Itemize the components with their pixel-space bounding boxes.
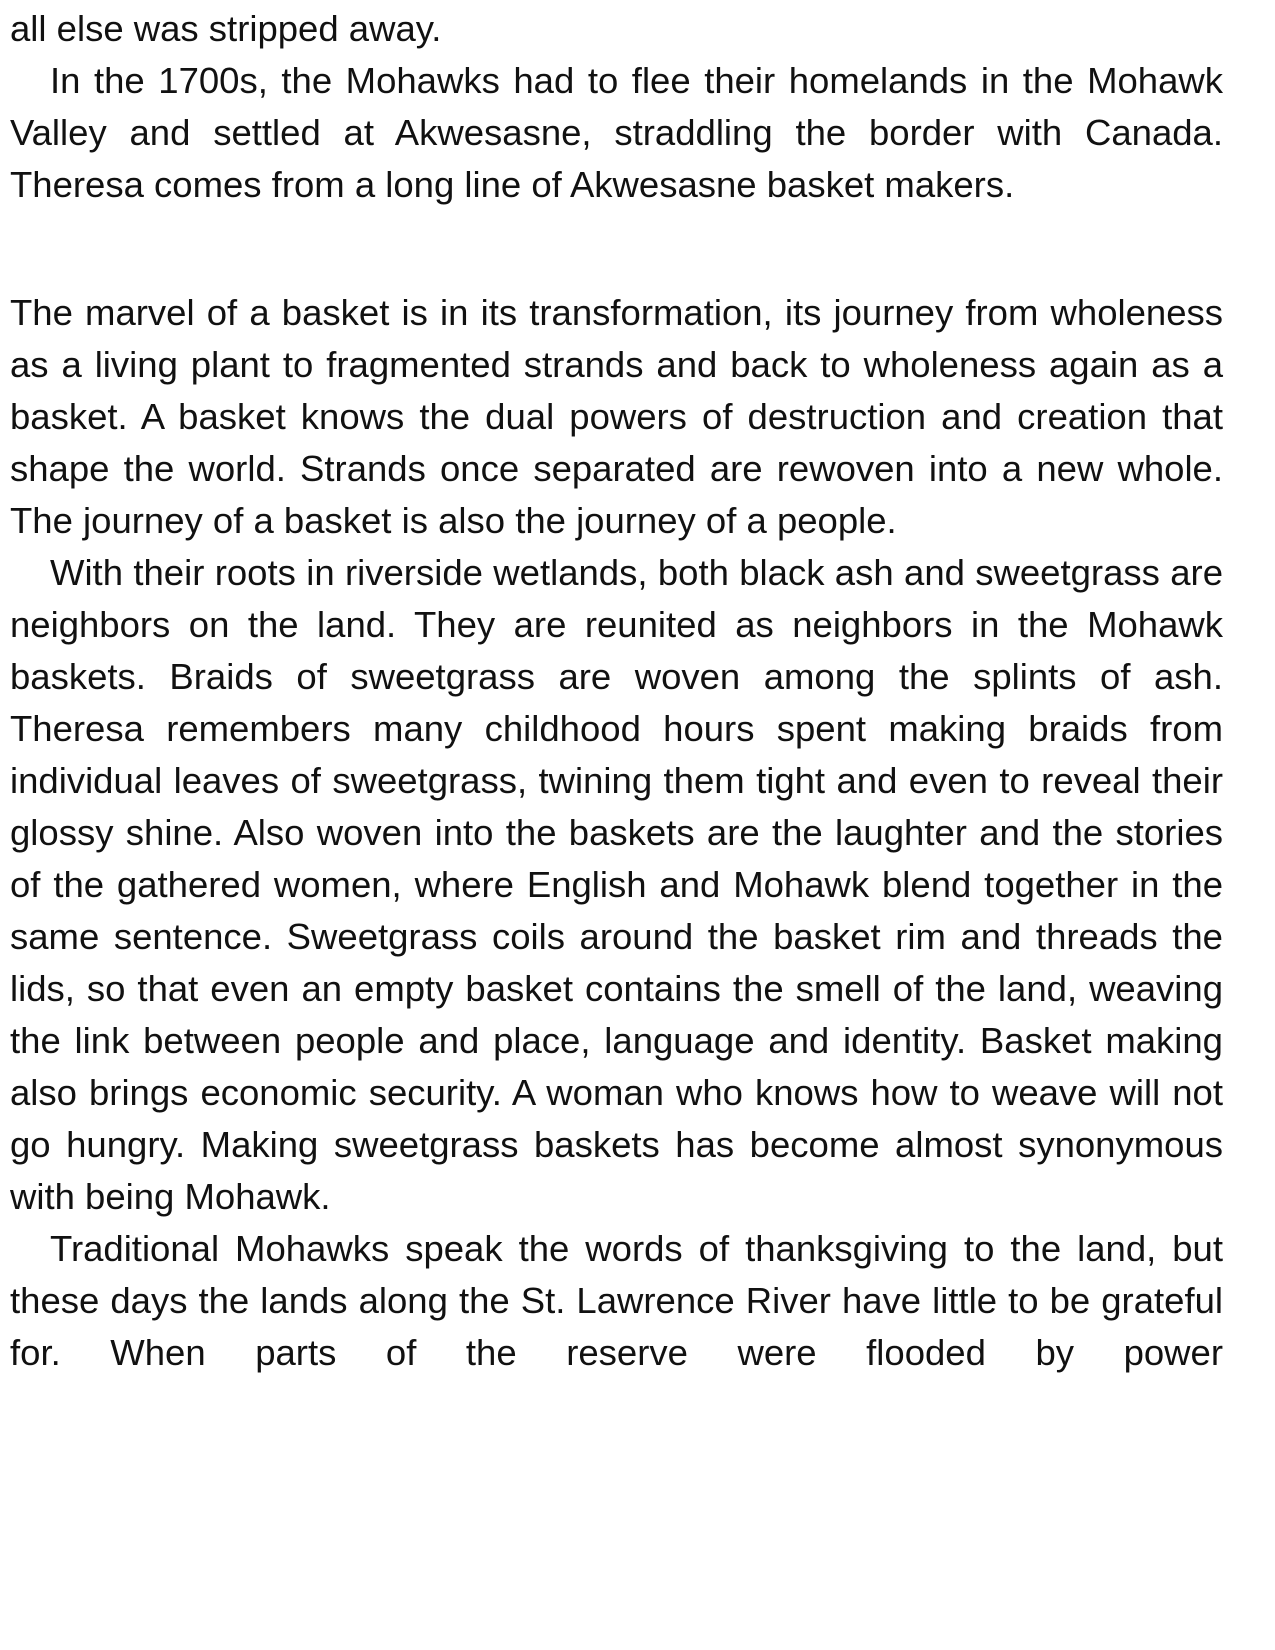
paragraph-mohawk-history: In the 1700s, the Mohawks had to flee their homelands in the Mohawk Valley and settled at Akwesasne, straddling the border with Canada. Theresa comes from a long line of Akwesasne basket makers.	[10, 60, 1223, 205]
section-break	[10, 211, 1223, 287]
paragraph-basket-marvel: The marvel of a basket is in its transformation, its journey from wholeness as a living plant to fragmented strands and back to wholeness again as a basket. A basket knows the dual powers of destruction and creation that shape the world. Strands once separated are rewoven into a new whole. The journey of a basket is also the journey of a people.	[10, 292, 1223, 541]
paragraph-continuation: all else was stripped away.	[10, 8, 442, 49]
paragraph-ash-and-sweetgrass: With their roots in riverside wetlands, both black ash and sweetgrass are neighbors on the land. They are reunited as neighbors in the Mohawk baskets. Braids of sweetgrass are woven among the splints of ash. Theresa remembers many childhood hours spent making braids from individual leaves of sweetgrass, twining them tight and even to reveal their glossy shine. Also woven into the baskets are the laughter and the stories of the gathered women, where English and Mohawk blend together in the same sentence. Sweetgrass coils around the basket rim and threads the lids, so that even an empty basket contains the smell of the land, weaving the link between people and place, language and identity. Basket making also brings economic security. A woman who knows how to weave will not go hungry. Making sweetgrass baskets has become almost synonymous with being Mohawk.	[10, 552, 1223, 1217]
paragraph-thanksgiving: Traditional Mohawks speak the words of thanksgiving to the land, but these days the lands along the St. Lawrence River have little to be grateful for. When parts of the reserve were flooded by power	[10, 1228, 1223, 1373]
